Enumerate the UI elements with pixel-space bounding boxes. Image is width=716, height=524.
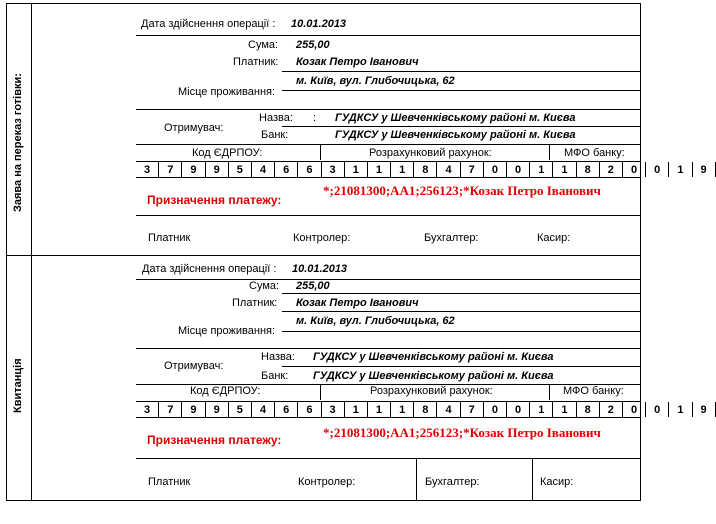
frame-bottom-border: [6, 500, 641, 501]
residence-label: Місце проживання:: [178, 325, 276, 337]
bank-label: Банк:: [261, 129, 289, 141]
code-digit: 1: [391, 162, 414, 177]
code-digit: 9: [182, 402, 205, 417]
code-digit: 1: [368, 402, 391, 417]
residence-value: м. Київ, вул. Глибочицька, 62: [296, 315, 455, 327]
code-digit: 3: [322, 402, 345, 417]
code-digit: 0: [646, 402, 669, 417]
code-digit: 9: [206, 402, 229, 417]
code-digits-row: [136, 162, 716, 177]
code-digit: 1: [368, 162, 391, 177]
code-digit: 9: [182, 162, 205, 177]
code-digit: 1: [553, 402, 576, 417]
code-digit: 3: [322, 162, 345, 177]
code-divider-1: [320, 384, 321, 400]
code-digit: 1: [553, 162, 576, 177]
bank-value: ГУДКСУ у Шевченківському районі м. Києва: [313, 370, 554, 382]
code-digit: 2: [600, 162, 623, 177]
payer-underline: [282, 311, 641, 312]
code-digit: 8: [414, 162, 437, 177]
name-underline: [282, 126, 641, 127]
edrpou-label: Код ЄДРПОУ:: [192, 147, 263, 159]
payer-underline: [282, 71, 641, 72]
purpose-label: Призначення платежу:: [147, 193, 282, 207]
sign-controller: Контролер:: [298, 476, 356, 488]
frame-top-border: [6, 3, 641, 4]
code-digit: 0: [507, 402, 530, 417]
account-label: Розрахунковий рахунок:: [370, 385, 493, 397]
date-underline: [136, 279, 641, 280]
sign-payer: Платник: [148, 476, 191, 488]
payer-value: Козак Петро Іванович: [296, 56, 419, 68]
date-value: 10.01.2013: [292, 263, 348, 275]
code-digit: 6: [275, 162, 298, 177]
frame-right-border: [640, 3, 641, 500]
code-digit: 7: [461, 162, 484, 177]
code-digit: 6: [275, 402, 298, 417]
code-digit: 3: [136, 162, 159, 177]
code-digit: 4: [437, 402, 460, 417]
code-digit: 4: [252, 402, 275, 417]
code-digit: 9: [693, 402, 716, 417]
date-underline: [136, 35, 641, 36]
recipient-top-line: [136, 109, 641, 110]
purpose-label: Призначення платежу:: [147, 433, 282, 447]
recipient-name-value: ГУДКСУ у Шевченківському районі м. Києва: [335, 112, 576, 124]
bank-underline: [136, 144, 641, 145]
code-digit: 0: [484, 162, 507, 177]
code-digit: 2: [600, 402, 623, 417]
purpose-value: *;21081300;АА1;256123;*Козак Петро Іванович: [323, 425, 601, 440]
code-digit: 7: [461, 402, 484, 417]
code-divider-2: [549, 145, 550, 160]
code-digit: 1: [530, 162, 553, 177]
code-divider-2: [549, 384, 550, 400]
code-digit: 8: [414, 402, 437, 417]
name-colon: :: [313, 112, 317, 124]
sign-accountant: Бухгалтер:: [425, 476, 480, 488]
code-digit: 1: [345, 162, 368, 177]
code-digit: 0: [646, 162, 669, 177]
purpose-value: *;21081300;АА1;256123;*Козак Петро Іванович: [323, 183, 601, 198]
recipient-top-line: [136, 348, 641, 349]
code-digit: 1: [669, 402, 692, 417]
sign-cashier: Касир:: [540, 476, 574, 488]
signature-divider-1: [416, 458, 417, 500]
date-label: Дата здійснення операції :: [142, 263, 277, 275]
side-label-receipt: Квитанція: [12, 358, 24, 413]
purpose-underline: [136, 458, 641, 459]
code-digit: 1: [391, 402, 414, 417]
sign-controller: Контролер:: [293, 232, 351, 244]
code-digit: 7: [159, 162, 182, 177]
payer-value: Козак Петро Іванович: [296, 297, 419, 309]
sum-underline: [282, 293, 641, 294]
residence-underline: [282, 331, 641, 332]
code-digit: 7: [159, 402, 182, 417]
name-underline: [282, 366, 641, 367]
code-digit: 4: [437, 162, 460, 177]
sign-accountant: Бухгалтер:: [424, 232, 479, 244]
name-label: Назва:: [261, 351, 295, 363]
signature-divider-2: [532, 458, 533, 500]
code-digit: 6: [298, 162, 321, 177]
sum-value: 255,00: [296, 280, 330, 292]
code-digit: 3: [136, 402, 159, 417]
sign-cashier: Касир:: [537, 232, 571, 244]
code-digit: 1: [669, 162, 692, 177]
edrpou-label: Код ЄДРПОУ:: [190, 385, 261, 397]
code-digit: 6: [298, 402, 321, 417]
code-digit: 0: [623, 402, 646, 417]
code-digit: 8: [577, 402, 600, 417]
code-digit: 0: [484, 402, 507, 417]
code-digit: 5: [229, 162, 252, 177]
side-label-application: Заява на переказ готівки:: [12, 73, 24, 212]
sign-payer: Платник: [148, 232, 191, 244]
code-digit: 0: [623, 162, 646, 177]
code-digits-row: [136, 402, 716, 417]
code-digit: 4: [252, 162, 275, 177]
recipient-label: Отримувач:: [164, 122, 224, 134]
section-separator: [6, 255, 641, 256]
code-digit: 1: [530, 402, 553, 417]
bank-value: ГУДКСУ у Шевченківському районі м. Києва: [335, 129, 576, 141]
recipient-label: Отримувач:: [164, 360, 224, 372]
digits-bottom-line: [136, 177, 641, 178]
sum-label: Сума:: [248, 39, 279, 51]
code-divider-1: [320, 145, 321, 160]
residence-underline: [282, 90, 641, 91]
account-label: Розрахунковий рахунок:: [369, 147, 492, 159]
payer-label: Платник:: [233, 56, 279, 68]
sum-value: 255,00: [296, 39, 330, 51]
date-label: Дата здійснення операції :: [141, 18, 276, 30]
code-digit: 1: [345, 402, 368, 417]
name-label: Назва:: [259, 112, 293, 124]
code-digit: 8: [577, 162, 600, 177]
recipient-name-value: ГУДКСУ у Шевченківському районі м. Києва: [313, 351, 554, 363]
bank-label: Банк:: [261, 370, 289, 382]
code-digit: 9: [693, 162, 716, 177]
residence-value: м. Київ, вул. Глибочицька, 62: [296, 75, 455, 87]
mfo-label: МФО банку:: [564, 147, 625, 159]
purpose-underline: [136, 215, 641, 216]
label-column-divider: [31, 3, 32, 500]
code-digit: 9: [206, 162, 229, 177]
frame-left-border: [6, 3, 7, 500]
code-digit: 5: [229, 402, 252, 417]
mfo-label: МФО банку:: [563, 385, 624, 397]
residence-label: Місце проживання:: [178, 86, 276, 98]
code-digit: 0: [507, 162, 530, 177]
date-value: 10.01.2013: [291, 18, 347, 30]
payer-label: Платник:: [232, 297, 278, 309]
sum-label: Сума:: [249, 280, 280, 292]
digits-bottom-line: [136, 417, 641, 418]
